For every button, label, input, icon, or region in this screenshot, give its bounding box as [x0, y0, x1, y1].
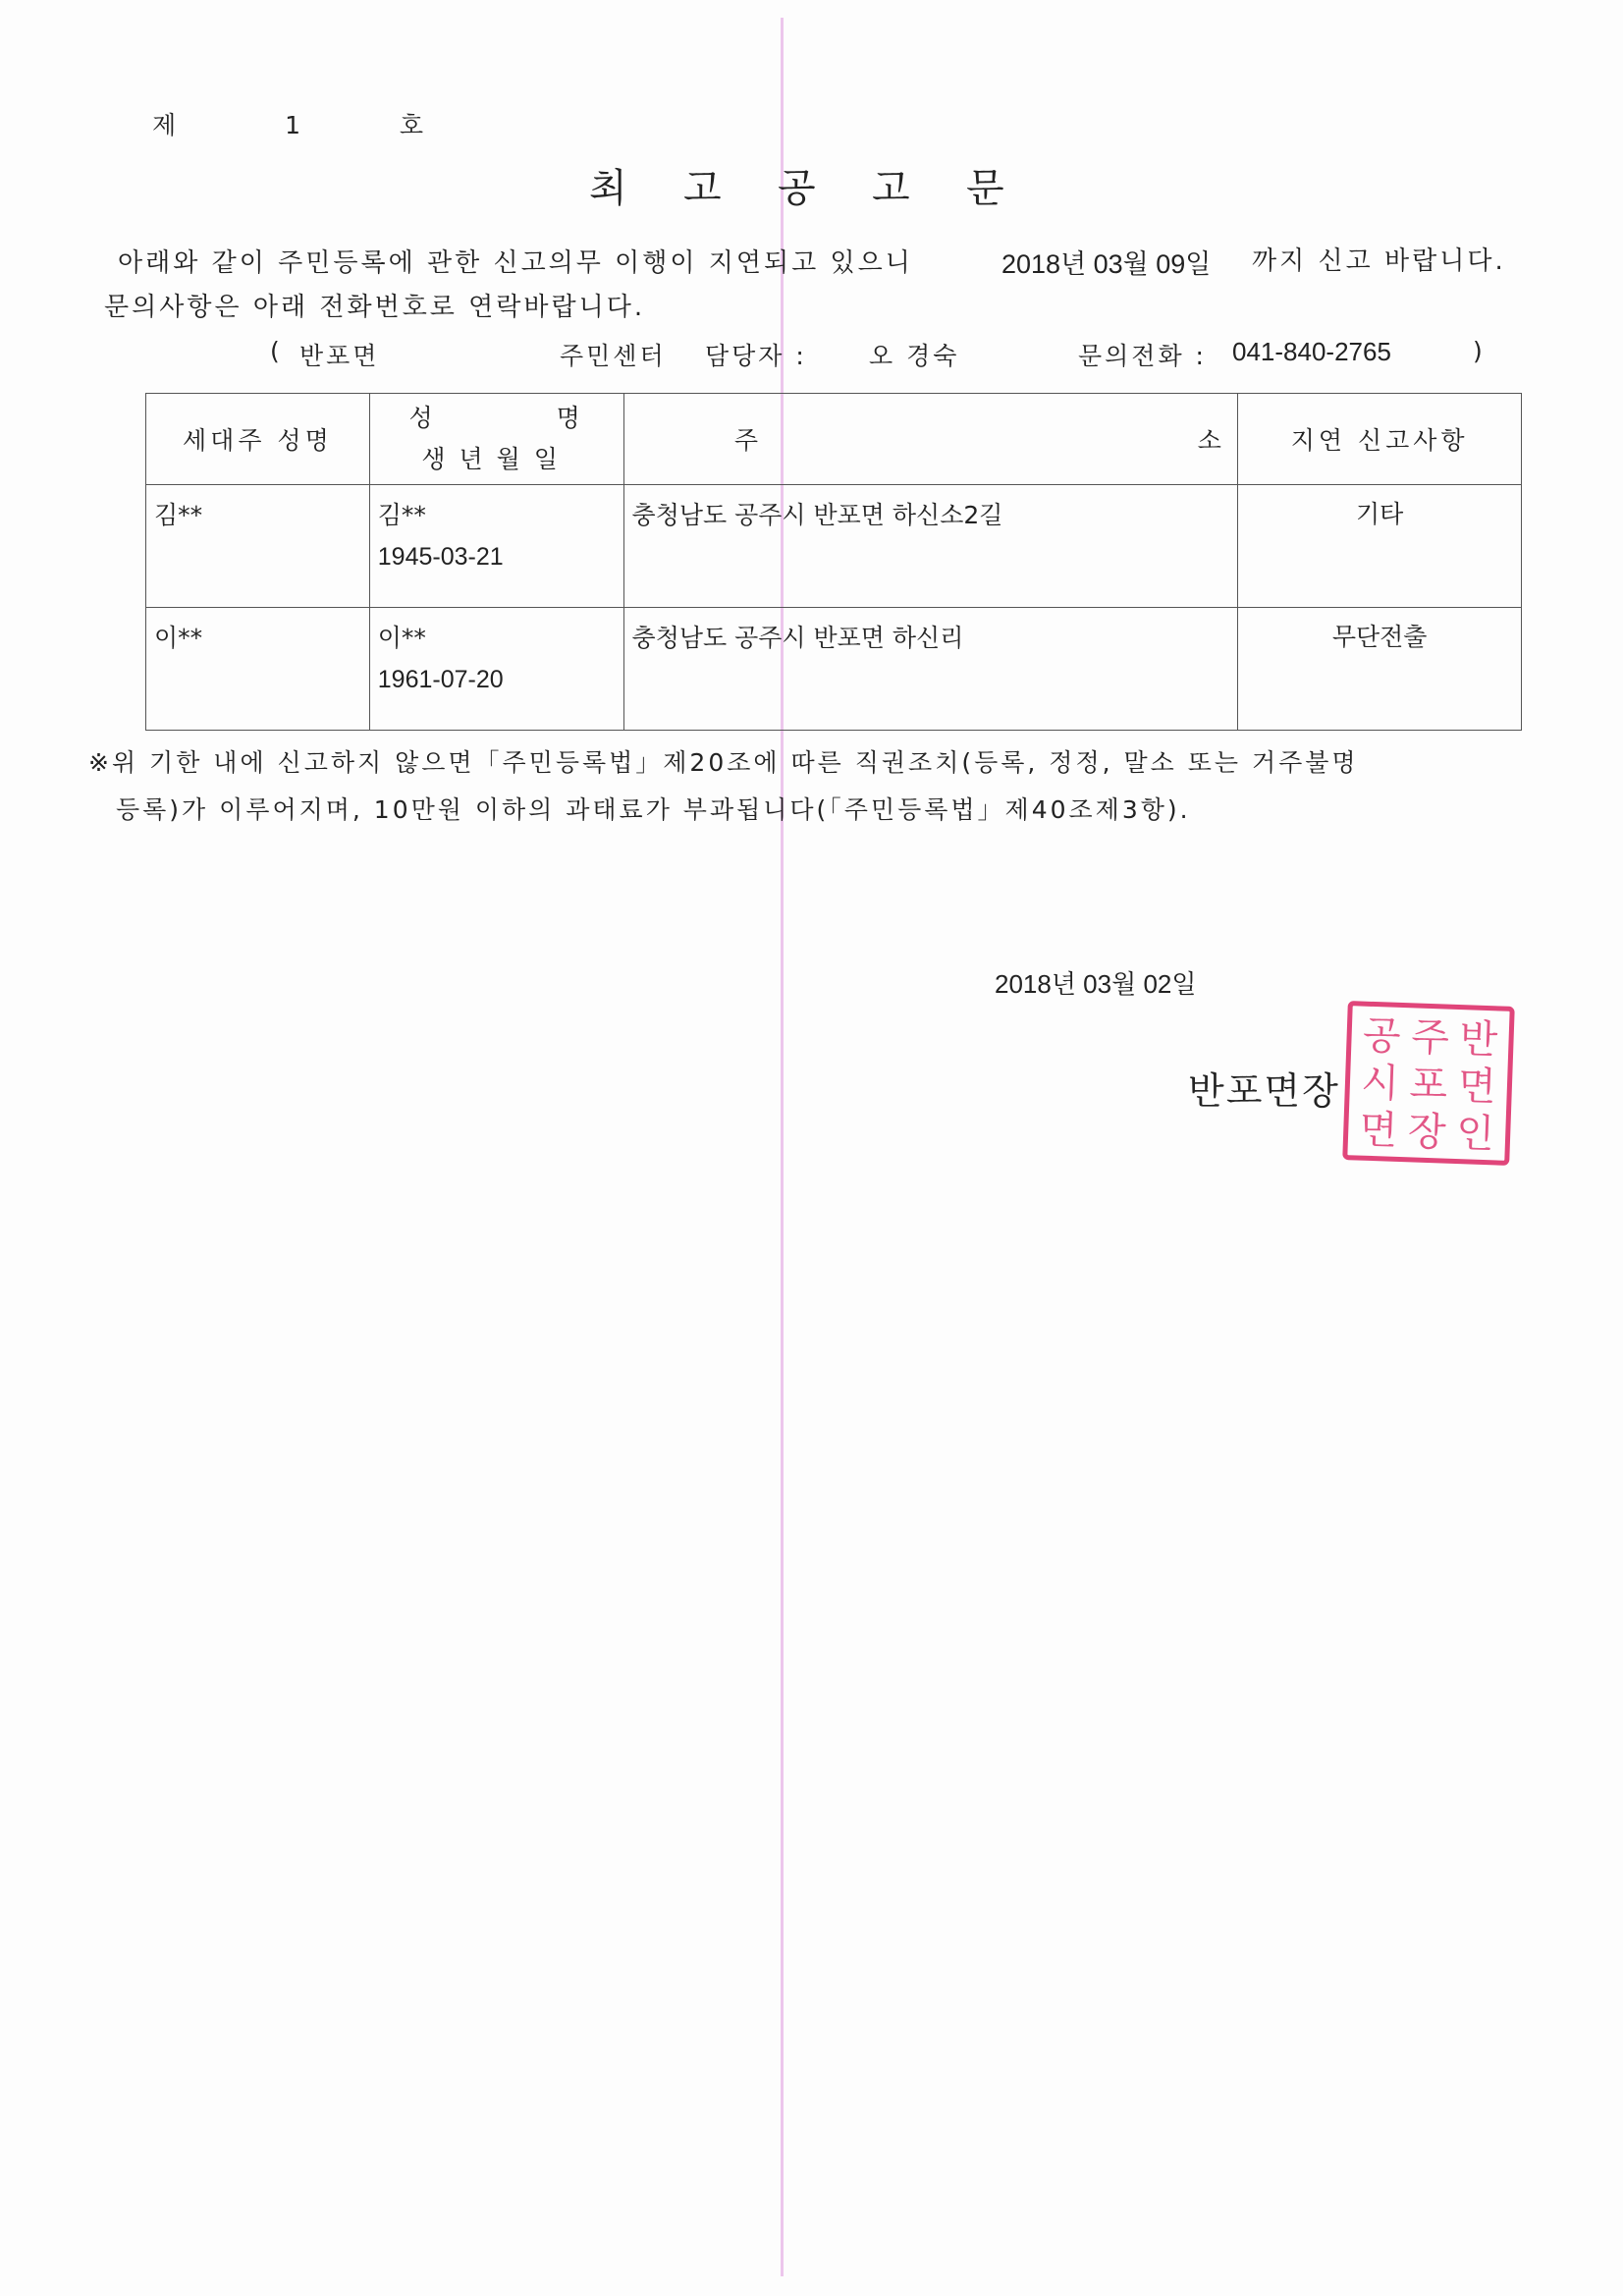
cell-delay: 무단전출	[1238, 608, 1522, 731]
cell-dob: 1945-03-21	[377, 543, 504, 571]
contact-phone-label: 문의전화 :	[1078, 342, 1207, 370]
footnote-line-2: 등록)가 이루어지며, 10만원 이하의 과태료가 부과됩니다(「주민등록법」제40조제3항).	[116, 795, 1191, 824]
contact-open: (	[270, 337, 283, 365]
header-name-dob	[369, 394, 623, 485]
notice-table	[145, 393, 1522, 731]
sign-date: 2018년 03월 02일	[995, 969, 1197, 999]
cell-householder: 이**	[146, 608, 370, 731]
intro-text-tail: 까지 신고 바랍니다.	[1252, 246, 1506, 276]
seal-char: 시	[1360, 1060, 1400, 1107]
doc-no-value: 1	[285, 111, 300, 139]
header-address-2: 소	[1197, 426, 1225, 455]
contact-close: )	[1473, 337, 1486, 365]
doc-no-suffix: 호	[399, 111, 424, 139]
seal-char: 반	[1458, 1016, 1499, 1064]
seal-char: 장	[1407, 1109, 1447, 1156]
seal-char: 공	[1362, 1012, 1402, 1060]
official-seal-stamp	[1342, 1001, 1515, 1166]
deadline-date: 2018년 03월 09일	[1001, 249, 1212, 279]
title-char: 고	[683, 166, 722, 211]
cell-name-dob	[369, 485, 623, 608]
title-char: 공	[778, 166, 816, 211]
intro-text: 아래와 같이 주민등록에 관한 신고의무 이행이 지연되고 있으니	[118, 248, 913, 278]
header-householder: 세대주 성명	[146, 394, 370, 485]
intro-line-2: 문의사항은 아래 전화번호로 연락바랍니다.	[104, 293, 646, 322]
document-number	[152, 106, 423, 141]
header-address	[623, 394, 1238, 485]
cell-address: 충청남도 공주시 반포면 하신소2길	[623, 485, 1238, 608]
header-dob: 생년월일	[421, 445, 571, 473]
cell-delay: 기타	[1238, 485, 1522, 608]
seal-char: 면	[1457, 1064, 1497, 1111]
title-char: 문	[966, 166, 1004, 211]
seal-characters	[1354, 1011, 1504, 1158]
doc-no-label: 제	[152, 111, 177, 139]
contact-phone: 041-840-2765	[1232, 337, 1391, 366]
header-address-1: 주	[733, 426, 763, 455]
signer-title: 반포면장	[1188, 1069, 1340, 1113]
header-name: 성 명	[408, 404, 584, 432]
header-delay: 지연 신고사항	[1238, 394, 1522, 485]
page-title	[589, 157, 1060, 213]
table-row	[146, 608, 1522, 731]
seal-char: 인	[1455, 1111, 1495, 1158]
contact-office: 반포면	[299, 342, 380, 370]
cell-address: 충청남도 공주시 반포면 하신리	[623, 608, 1238, 731]
cell-householder: 김**	[146, 485, 370, 608]
cell-name-dob	[369, 608, 623, 731]
table-row	[146, 485, 1522, 608]
seal-char: 포	[1408, 1062, 1449, 1109]
seal-char: 면	[1358, 1107, 1399, 1154]
cell-name: 김**	[377, 501, 426, 529]
contact-manager-label: 담당자 :	[705, 342, 807, 370]
cell-dob: 1961-07-20	[377, 666, 504, 693]
intro-line-1	[118, 243, 913, 279]
contact-center: 주민센터	[560, 342, 667, 370]
seal-char: 주	[1410, 1014, 1450, 1062]
title-char: 최	[589, 166, 627, 211]
cell-name: 이**	[377, 624, 426, 652]
footnote-line-1: ※위 기한 내에 신고하지 않으면「주민등록법」제20조에 따른 직권조치(등록, 정정, 말소 또는 거주불명	[88, 748, 1359, 777]
table-header-row	[146, 394, 1522, 485]
title-char: 고	[872, 166, 910, 211]
contact-manager: 오 경숙	[869, 342, 960, 370]
